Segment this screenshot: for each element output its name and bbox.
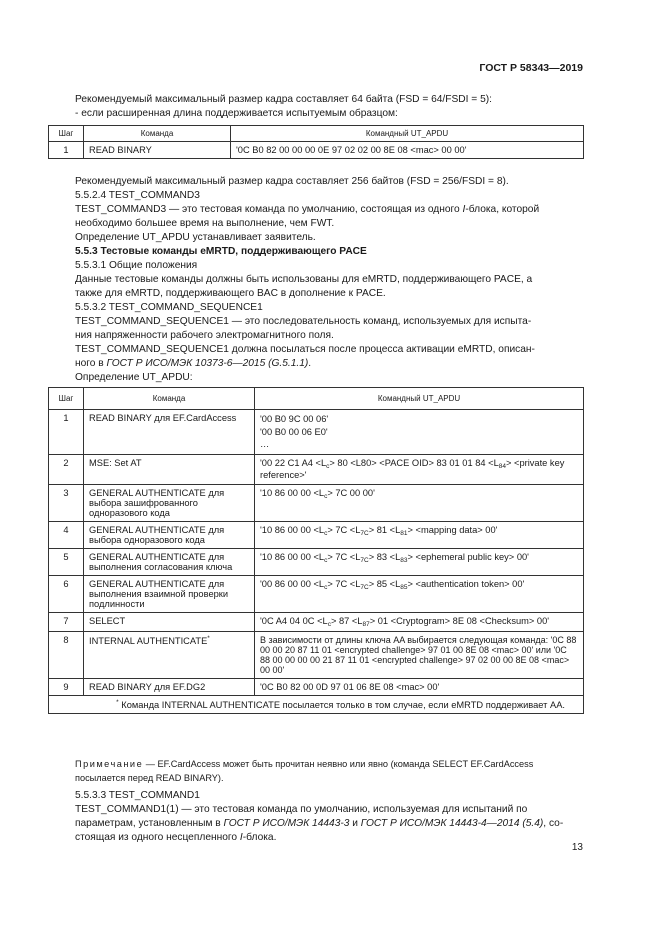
- table-row: [49, 454, 584, 484]
- table-cell: 6: [49, 575, 84, 612]
- text: — EF.CardAccess может быть прочитан неявно или явно (команда SELECT EF.CardAccess посылается перед READ BINARY).: [75, 759, 534, 783]
- table-cell: [255, 454, 584, 484]
- text: -блока.: [242, 832, 277, 843]
- table-cell: [84, 631, 255, 678]
- table-cell: 7: [49, 612, 84, 631]
- table-cell: '0C B0 82 00 00 00 0E 97 02 02 00 8E 08 <mac> 00 00': [231, 142, 584, 159]
- paragraph: необходимо большее время на выполнение, чем FWT.: [75, 218, 335, 229]
- text: > 85 <L: [368, 578, 401, 589]
- table-cell: MSE: Set AT: [84, 454, 255, 484]
- paragraph: Данные тестовые команды должны быть использованы для eMRTD, поддерживающего PACE, а: [75, 274, 533, 285]
- subscript: c: [324, 556, 328, 564]
- table-cell: 2: [49, 454, 84, 484]
- text: > <mapping data> 00': [407, 524, 498, 535]
- table-header-row: [49, 388, 584, 410]
- table-row: [49, 548, 584, 575]
- column-header: Командный UT_APDU: [255, 388, 584, 410]
- text: -блока, которой: [465, 204, 540, 215]
- subscript: c: [324, 529, 328, 537]
- column-header: Команда: [84, 126, 231, 142]
- paragraph: Рекомендуемый максимальный размер кадра составляет 256 байтов (FSD = 256/FSDI = 8).: [75, 176, 509, 187]
- table-cell: 1: [49, 142, 84, 159]
- paragraph: - если расширенная длина поддерживается испытуемым образцом:: [75, 108, 398, 119]
- table-row: [49, 631, 584, 678]
- table-cell: READ BINARY: [84, 142, 231, 159]
- table-row: [49, 521, 584, 548]
- column-header: Командный UT_APDU: [231, 126, 584, 142]
- paragraph: TEST_COMMAND_SEQUENCE1 должна посылаться после процесса активации eMRTD, описан-: [75, 344, 535, 355]
- subscript: 83: [400, 556, 408, 564]
- document-header: ГОСТ Р 58343—2019: [479, 62, 583, 74]
- column-header: Шаг: [49, 388, 84, 410]
- subscript: 7C: [360, 556, 369, 564]
- table-row: [49, 678, 584, 695]
- subscript: 81: [400, 529, 408, 537]
- table-1: [48, 125, 584, 159]
- subscript: c: [324, 583, 328, 591]
- text: TEST_COMMAND3 — это тестовая команда по умолчанию, состоящая из одного: [75, 204, 463, 215]
- text: > 7C <L: [327, 578, 361, 589]
- text: I: [462, 204, 466, 215]
- text: > 01 <Cryptogram> 8E 08 <Checksum> 00': [369, 615, 550, 626]
- table-cell: [255, 575, 584, 612]
- table-cell: SELECT: [84, 612, 255, 631]
- text: .: [308, 358, 312, 369]
- table-cell: [255, 521, 584, 548]
- text: '00 22 C1 A4 <L: [260, 457, 327, 468]
- table-footnote: [49, 695, 584, 713]
- document-reference: ГОСТ Р ИСО/МЭК 14443-4—2014 (5.4): [360, 818, 544, 829]
- table-row: [49, 575, 584, 612]
- note: [75, 758, 583, 785]
- table-cell: GENERAL AUTHENTICATE для выполнения согласования ключа: [84, 548, 255, 575]
- text: '00 86 00 00 <L: [260, 578, 325, 589]
- paragraph: Определение UT_APDU устанавливает заявитель.: [75, 232, 316, 243]
- section-heading: 5.5.3.3 TEST_COMMAND1: [75, 790, 200, 801]
- section-heading: 5.5.3.1 Общие положения: [75, 260, 198, 271]
- table-row: [49, 484, 584, 521]
- paragraph: TEST_COMMAND1(1) — это тестовая команда по умолчанию, используемая для испытаний по: [75, 804, 528, 815]
- table-row: [49, 142, 584, 159]
- table-cell: GENERAL AUTHENTICATE для выполнения взаимной проверки подлинности: [84, 575, 255, 612]
- table-cell: 3: [49, 484, 84, 521]
- paragraph: Определение UT_APDU:: [75, 372, 193, 383]
- table-cell: '0C B0 82 00 0D 97 01 06 8E 08 <mac> 00': [255, 678, 584, 695]
- text: I: [239, 832, 243, 843]
- table-cell: READ BINARY для EF.CardAccess: [84, 410, 255, 455]
- text: > 81 <L: [368, 524, 401, 535]
- subscript: c: [327, 620, 331, 628]
- text: '0C A4 04 0C <L: [260, 615, 328, 626]
- apdu-line: '00 B0 00 06 E0': [260, 426, 328, 437]
- table-cell: 4: [49, 521, 84, 548]
- text: Команда INTERNAL AUTHENTICATE посылается только в том случае, если eMRTD поддерживает AA.: [118, 699, 565, 710]
- text: > 80 <L80> <PACE OID> 83 01 01 84 <L: [329, 457, 499, 468]
- table-2: [48, 387, 584, 714]
- text: > 87 <L: [330, 615, 363, 626]
- text: > 83 <L: [368, 551, 401, 562]
- text: '10 86 00 00 <L: [260, 487, 325, 498]
- table-row: [49, 410, 584, 455]
- subscript: 87: [362, 620, 370, 628]
- text: '10 86 00 00 <L: [260, 551, 325, 562]
- section-heading: 5.5.2.4 TEST_COMMAND3: [75, 190, 200, 201]
- footnote-marker: *: [116, 698, 119, 706]
- apdu-line: …: [260, 439, 270, 449]
- column-header: Шаг: [49, 126, 84, 142]
- footnote-marker: *: [207, 634, 210, 642]
- text: ного в: [75, 358, 107, 369]
- table-header-row: [49, 126, 584, 142]
- text: , со-: [543, 818, 564, 829]
- table-cell: [255, 612, 584, 631]
- text: и: [349, 818, 361, 829]
- table-cell: 8: [49, 631, 84, 678]
- table-footnote-row: [49, 695, 584, 713]
- subscript: 84: [498, 462, 506, 470]
- subscript: 7C: [360, 583, 369, 591]
- paragraph: ния напряженности рабочего электромагнитного поля.: [75, 330, 334, 341]
- apdu-line: '00 B0 9C 00 06': [260, 414, 329, 424]
- table-cell: [255, 484, 584, 521]
- text: стоящая из одного несцепленного: [75, 832, 240, 843]
- table-cell: GENERAL AUTHENTICATE для выбора одноразового кода: [84, 521, 255, 548]
- section-heading: 5.5.3 Тестовые команды eMRTD, поддерживающего PACE: [75, 246, 367, 257]
- table-cell: 5: [49, 548, 84, 575]
- text: INTERNAL AUTHENTICATE: [89, 635, 208, 646]
- subscript: 85: [400, 583, 408, 591]
- text: > <ephemeral public key> 00': [407, 551, 529, 562]
- text: > <authentication token> 00': [407, 578, 525, 589]
- text: '10 86 00 00 <L: [260, 524, 325, 535]
- section-heading: 5.5.3.2 TEST_COMMAND_SEQUENCE1: [75, 302, 263, 313]
- column-header: Команда: [84, 388, 255, 410]
- note-label: Примечание: [75, 759, 144, 769]
- subscript: 7C: [360, 529, 369, 537]
- subscript: c: [326, 462, 330, 470]
- paragraph: Рекомендуемый максимальный размер кадра составляет 64 байта (FSD = 64/FSDI = 5):: [75, 94, 492, 105]
- text: > 7C <L: [327, 551, 361, 562]
- text: > 7C 00 00': [327, 487, 375, 498]
- subscript: c: [324, 492, 328, 500]
- table-cell: [255, 548, 584, 575]
- page-number: 13: [571, 842, 583, 853]
- table-cell: 9: [49, 678, 84, 695]
- document-reference: ГОСТ Р ИСО/МЭК 14443-3: [223, 818, 350, 829]
- table-cell: READ BINARY для EF.DG2: [84, 678, 255, 695]
- table-cell: [255, 410, 584, 455]
- text: параметрам, установленным в: [75, 818, 224, 829]
- document-reference: ГОСТ Р ИСО/МЭК 10373-6—2015 (G.5.1.1): [106, 358, 309, 369]
- table-cell: 1: [49, 410, 84, 455]
- table-cell: В зависимости от длины ключа AA выбирается следующая команда: '0C 88 00 00 20 87 11 01 <encrypted challenge> 97 01 00 8E 08 <mac> 00' или '0C 88 00 00 00 00 21 87 11 01 <encrypted challenge> 97 02 00 00 8E 08 <mac> 00 00': [255, 631, 584, 678]
- paragraph: также для eMRTD, поддерживающего BAC в дополнение к PACE.: [75, 288, 386, 299]
- text: > <private key reference>': [260, 457, 565, 480]
- text: > 7C <L: [327, 524, 361, 535]
- paragraph: TEST_COMMAND_SEQUENCE1 — это последовательность команд, используемых для испыта-: [75, 316, 532, 327]
- table-cell: GENERAL AUTHENTICATE для выбора зашифрованного одноразового кода: [84, 484, 255, 521]
- paragraph: [75, 830, 581, 846]
- table-row: [49, 612, 584, 631]
